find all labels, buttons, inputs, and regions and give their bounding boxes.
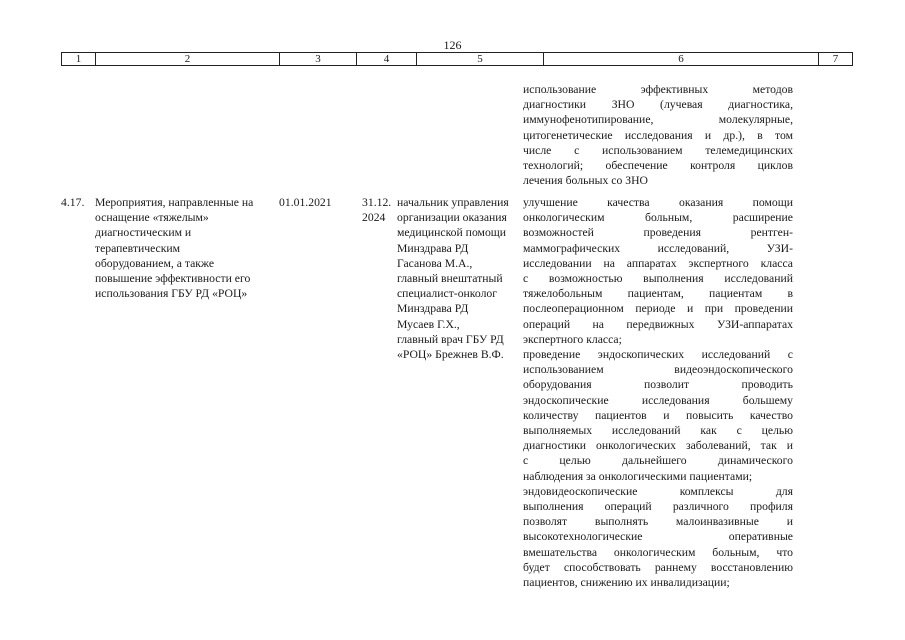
text-line: возможностей проведения рентген- bbox=[523, 226, 793, 240]
text-line: терапевтическим bbox=[95, 241, 181, 255]
row-number: 4.17. bbox=[61, 196, 85, 209]
text-line: медицинской помощи bbox=[397, 226, 507, 240]
expected-results bbox=[523, 195, 793, 590]
column-number-4: 4 bbox=[357, 53, 417, 65]
text-line: проведение эндоскопических исследований с bbox=[523, 348, 793, 362]
column-number-6: 6 bbox=[544, 53, 819, 65]
text-line: использованием видеоэндоскопического bbox=[523, 363, 793, 377]
text-line: Мусаев Г.Х., bbox=[397, 317, 460, 331]
text-line: 31.12. bbox=[362, 196, 392, 209]
text-line: высокотехнологические оперативные bbox=[523, 530, 793, 544]
text-line: будет способствовать раннему восстановлению bbox=[523, 560, 793, 574]
text-line: выполняемых исследований как с целью bbox=[523, 424, 793, 438]
text-line: повышение эффективности его bbox=[95, 272, 251, 286]
text-line: организации оказания bbox=[397, 211, 507, 225]
text-line: диагностики онкологических заболеваний, так и bbox=[523, 439, 793, 453]
text-line: главный внештатный bbox=[397, 272, 503, 286]
text-line: специалист-онколог bbox=[397, 287, 498, 301]
text-line: эндовидеоскопические комплексы для bbox=[523, 484, 793, 498]
text-line: эндоскопические исследования большему bbox=[523, 393, 793, 407]
text-line: вмешательства онкологическим больным, что bbox=[523, 545, 793, 559]
text-line: экспертного класса; bbox=[523, 332, 622, 346]
text-line: использование эффективных методов bbox=[523, 83, 793, 96]
text-line: Гасанова М.А., bbox=[397, 256, 473, 270]
text-line: выполнения операций различного профиля bbox=[523, 500, 793, 514]
text-line: с возможностью выполнения исследований bbox=[523, 272, 793, 286]
column-number-5: 5 bbox=[417, 53, 544, 65]
column-number-1: 1 bbox=[62, 53, 96, 65]
text-line: Мероприятия, направленные на bbox=[95, 196, 254, 209]
text-line: послеоперационном периоде и при проведении bbox=[523, 302, 793, 316]
text-line: количеству пациентов и повысить качество bbox=[523, 408, 793, 422]
text-line: пациентов, снижению их инвалидизации; bbox=[523, 576, 730, 590]
text-line: онкологическим больным, расширение bbox=[523, 211, 793, 225]
text-line: главный врач ГБУ РД bbox=[397, 332, 504, 346]
text-line: диагностики ЗНО (лучевая диагностика, bbox=[523, 98, 793, 112]
text-line: маммографических исследований, УЗИ- bbox=[523, 241, 793, 255]
text-line: с целью дальнейшего динамического bbox=[523, 454, 793, 468]
text-line: улучшение качества оказания помощи bbox=[523, 196, 793, 209]
text-line: 2024 bbox=[362, 211, 386, 225]
text-line: цитогенетические исследования и др.), в том bbox=[523, 128, 793, 142]
column-number-2: 2 bbox=[96, 53, 280, 65]
text-line: лечения больных со ЗНО bbox=[523, 174, 648, 188]
text-line: использования ГБУ РД «РОЦ» bbox=[95, 287, 248, 301]
continuation-text bbox=[523, 82, 793, 188]
end-date bbox=[362, 195, 396, 225]
text-line: Минздрава РД bbox=[397, 241, 469, 255]
text-line: позволят выполнять малоинвазивные и bbox=[523, 515, 793, 529]
text-line: «РОЦ» Брежнев В.Ф. bbox=[397, 348, 504, 362]
text-line: тяжелобольным пациентам, пациентам в bbox=[523, 287, 793, 301]
text-line: начальник управления bbox=[397, 196, 509, 209]
text-line: Минздрава РД bbox=[397, 302, 469, 316]
text-line: наблюдения за онкологическими пациентами; bbox=[523, 469, 753, 483]
text-line: технологий; обеспечение контроля циклов bbox=[523, 159, 793, 173]
text-line: оборудования позволит проводить bbox=[523, 378, 793, 392]
text-line: оснащение «тяжелым» bbox=[95, 211, 209, 225]
responsible-persons bbox=[397, 195, 523, 362]
page-number: 126 bbox=[443, 38, 462, 52]
column-number-header bbox=[61, 52, 853, 66]
text-line: операций на передвижных УЗИ-аппаратах bbox=[523, 317, 793, 331]
text-line: числе с использованием телемедицинских bbox=[523, 143, 793, 157]
start-date: 01.01.2021 bbox=[279, 196, 332, 209]
column-number-3: 3 bbox=[280, 53, 357, 65]
text-line: иммунофенотипирование, молекулярные, bbox=[523, 113, 793, 127]
text-line: исследовании на аппаратах экспертного класса bbox=[523, 256, 793, 270]
text-line: диагностическим и bbox=[95, 226, 192, 240]
measure-title bbox=[95, 195, 277, 301]
text-line: оборудованием, а также bbox=[95, 256, 215, 270]
column-number-7: 7 bbox=[832, 53, 839, 65]
